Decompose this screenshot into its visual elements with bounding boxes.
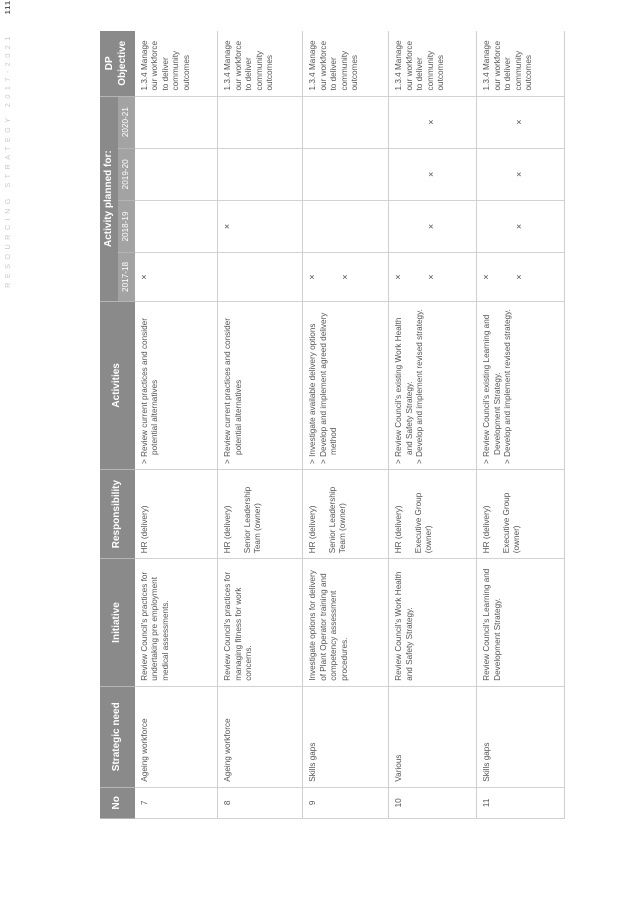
header-activity-planned: Activity planned for: (100, 96, 118, 301)
table-row (389, 31, 477, 819)
initiative: Review Council's practices for undertaking pre employment medical assessments. (135, 559, 218, 687)
planned-mark: × (393, 274, 403, 280)
row-number: 9 (303, 787, 389, 818)
planned-mark: × (426, 119, 436, 125)
responsibility-item: Executive Group (owner) (501, 492, 521, 554)
footer-text: RESOURCING STRATEGY 2017-2021 (3, 32, 12, 288)
responsibility (135, 469, 218, 558)
planned-mark (394, 150, 403, 199)
responsibility-item: HR (delivery) (482, 505, 491, 554)
planned-mark: × (514, 274, 524, 280)
table-row (303, 31, 389, 819)
year-2019-20 (218, 148, 303, 200)
activity-item: > Review current practices and consider potential alternatives (223, 318, 243, 464)
dp-objective: 1.3.4 Manage our workforce to deliver community outcomes (135, 31, 218, 96)
activity-item: > Investigate available delivery options (308, 323, 317, 464)
planned-mark (394, 98, 403, 147)
year-2019-20 (389, 148, 477, 200)
strategic-need: Ageing workforce (218, 686, 303, 787)
responsibility (477, 469, 565, 558)
year-2017-18 (218, 253, 303, 302)
year-2018-19 (303, 200, 389, 252)
responsibility-item: Executive Group (owner) (413, 492, 433, 554)
initiative: Investigate options for delivery of Plant Operator training and competency assessment procedures. (303, 559, 389, 687)
activities (303, 301, 389, 469)
header-responsibility: Responsibility (100, 469, 135, 558)
row-number: 7 (135, 787, 218, 818)
responsibility-item: HR (delivery) (308, 505, 317, 554)
activity-item: > Develop and implement revised strategy. (415, 309, 424, 464)
table-row (135, 31, 218, 819)
year-2018-19 (389, 200, 477, 252)
year-2020-21 (477, 96, 565, 148)
row-number: 8 (218, 787, 303, 818)
page-number: 111 (3, 0, 12, 15)
year-2020-21 (389, 96, 477, 148)
activities (135, 301, 218, 469)
header-year: 2018-19 (118, 200, 135, 252)
dp-objective: 1.3.4 Manage our workforce to deliver community outcomes (303, 31, 389, 96)
table-row (477, 31, 565, 819)
responsibility-item: HR (delivery) (394, 505, 403, 554)
activity-item: > Review Council's existing Work Health and Safety Strategy. (394, 317, 414, 464)
page-footer (3, 0, 12, 906)
year-2020-21 (218, 96, 303, 148)
year-2019-20 (477, 148, 565, 200)
activity-item: > Review current practices and consider potential alternatives (139, 318, 159, 464)
planned-mark (482, 202, 491, 251)
planned-mark: × (514, 223, 524, 230)
initiative: Review Council's practices for managing fitness for work concerns. (218, 559, 303, 687)
year-2018-19 (477, 200, 565, 252)
header-year: 2019-20 (118, 148, 135, 200)
header-no: No (100, 787, 135, 818)
activities (477, 301, 565, 469)
activities (389, 301, 477, 469)
workforce-initiatives-table (100, 31, 565, 819)
year-2018-19 (135, 200, 218, 252)
initiative: Review Council's Work Health and Safety Strategy. (389, 559, 477, 687)
strategic-need: Ageing workforce (135, 686, 218, 787)
activity-item: > Develop and implement agreed delivery method (318, 312, 338, 464)
planned-mark (394, 202, 403, 251)
header-year: 2017-18 (118, 253, 135, 302)
year-2017-18 (477, 253, 565, 302)
responsibility (389, 469, 477, 558)
year-2020-21 (303, 96, 389, 148)
year-2019-20 (135, 148, 218, 200)
planned-mark: × (514, 171, 524, 177)
responsibility-item: Senior Leadership Team (owner) (242, 486, 262, 554)
strategic-need: Skills gaps (477, 686, 565, 787)
responsibility-item: HR (delivery) (139, 505, 149, 554)
year-2019-20 (303, 148, 389, 200)
dp-objective: 1.3.4 Manage our workforce to deliver community outcomes (218, 31, 303, 96)
header-year: 2020-21 (118, 96, 135, 148)
activity-item: > Review Council's existing Learning and Development Strategy. (482, 314, 502, 464)
strategic-need: Various (389, 686, 477, 787)
planned-mark: × (138, 274, 149, 280)
planned-mark: × (307, 274, 317, 280)
year-2020-21 (135, 96, 218, 148)
dp-objective: 1.3.4 Manage our workforce to deliver community outcomes (389, 31, 477, 96)
planned-mark (482, 150, 491, 199)
activity-item: > Develop and implement revised strategy. (503, 309, 512, 464)
year-2017-18 (303, 253, 389, 302)
responsibility-item: Senior Leadership Team (owner) (327, 486, 347, 554)
dp-objective: 1.3.4 Manage our workforce to deliver community outcomes (477, 31, 565, 96)
activities (218, 301, 303, 469)
strategic-need: Skills gaps (303, 686, 389, 787)
year-2017-18 (135, 253, 218, 302)
responsibility (303, 469, 389, 558)
initiative: Review Council's Learning and Development Strategy. (477, 559, 565, 687)
table-row (218, 31, 303, 819)
year-2018-19 (218, 200, 303, 252)
header-strategic-need: Strategic need (100, 686, 135, 787)
planned-mark: × (514, 119, 524, 125)
responsibility (218, 469, 303, 558)
header-initiative: Initiative (100, 559, 135, 687)
planned-mark: × (340, 274, 350, 280)
planned-mark: × (426, 223, 436, 230)
planned-mark: × (426, 171, 436, 177)
planned-mark: × (222, 223, 232, 230)
row-number: 10 (389, 787, 477, 818)
year-2017-18 (389, 253, 477, 302)
header-activities: Activities (100, 301, 135, 469)
planned-mark (482, 98, 491, 147)
responsibility-item: HR (delivery) (223, 505, 232, 554)
planned-mark: × (481, 274, 491, 280)
planned-mark: × (426, 274, 436, 280)
row-number: 11 (477, 787, 565, 818)
header-dp-objective: DP Objective (100, 31, 135, 96)
